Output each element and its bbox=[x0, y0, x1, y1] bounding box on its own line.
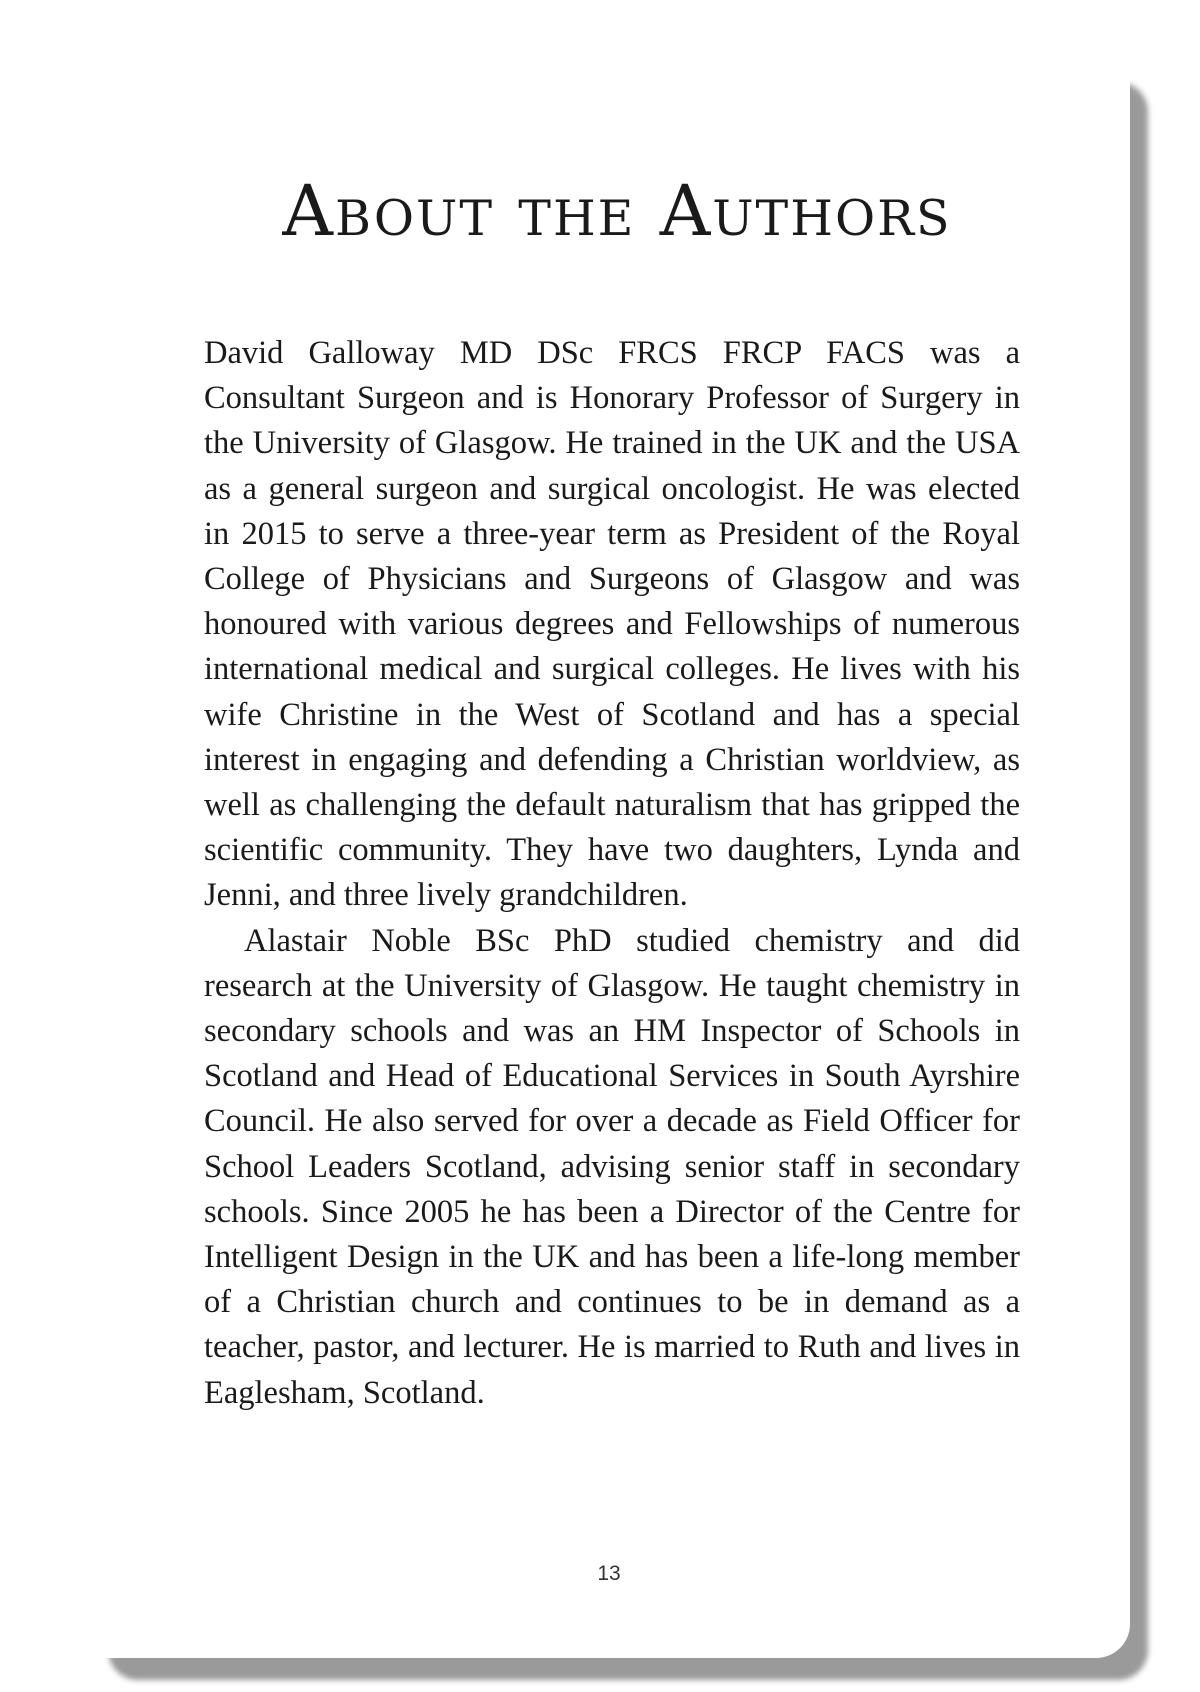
page-heading: About the Authors bbox=[282, 170, 952, 252]
body-text bbox=[204, 331, 1020, 1416]
page-number: 13 bbox=[597, 1562, 621, 1585]
paragraph-noble: Alastair Noble BSc PhD studied chemistry and did research at the University of Glasgow. He taught chemistry in secondary schools and was an HM Inspector of Schools in Scotland and Head of Educational Services in South Ayrshire Council. He also served for over a decade as Field Officer for School Leaders Scotland, advising senior staff in secondary schools. Since 2005 he has been a Director of the Centre for Intelligent Design in the UK and has been a life-long member of a Christian church and continues to be in demand as a teacher, pastor, and lecturer. He is married to Ruth and lives in Eaglesham, Scotland. bbox=[204, 922, 1020, 1411]
paragraph-galloway: David Galloway MD DSc FRCS FRCP FACS was a Consultant Surgeon and is Honorary Professor of Surgery in the University of Glasgow. He trained in the UK and the USA as a general surgeon and surgical oncologist. He was elected in 2015 to serve a three-year term as President of the Royal College of Physicians and Surgeons of Glasgow and was honoured with various degrees and Fellowships of numerous international medical and surgical colleges. He lives with his wife Christine in the West of Scotland and has a special interest in engaging and defending a Christian worldview, as well as challenging the default naturalism that has gripped the scientific community. They have two daughters, Lynda and Jenni, and three lively grandchildren. bbox=[204, 335, 1020, 914]
